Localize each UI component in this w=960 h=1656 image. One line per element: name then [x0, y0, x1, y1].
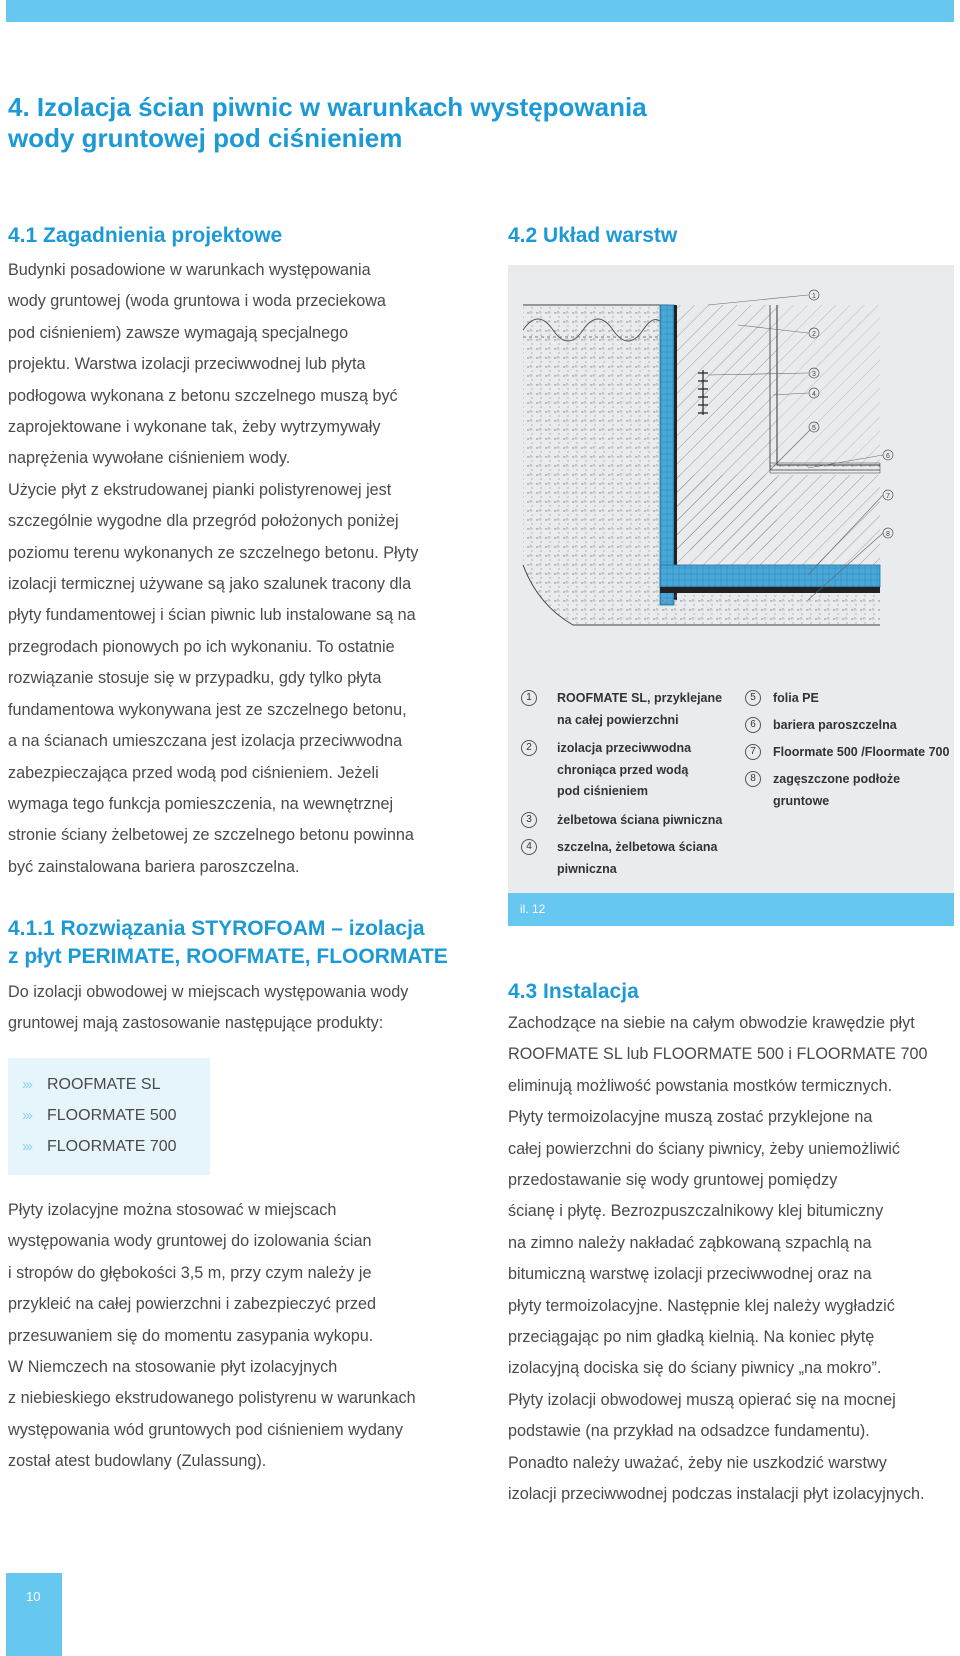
section-4-1-1-text: [8, 1195, 468, 1478]
floor-slab: [677, 475, 880, 565]
text-line: Płyty izolacji obwodowej muszą opierać się na mocnej: [508, 1390, 896, 1409]
text-line: zaprojektowane i wykonane tak, żeby wytrzymywały: [8, 418, 381, 437]
chevron-icon: ›››: [22, 1138, 31, 1155]
product-item: [22, 1138, 177, 1156]
legend-number: 3: [521, 812, 537, 828]
text-line: płyty termoizolacyjne. Następnie klej należy wygładzić: [508, 1296, 895, 1315]
page-number: 10: [26, 1589, 41, 1604]
text-line: eliminują możliwość powstania mostków termicznych.: [508, 1076, 893, 1095]
section-4-1-1-heading: [8, 915, 468, 971]
text-line: gruntowej mają zastosowanie następujące produkty:: [8, 1014, 384, 1033]
legend-number: 8: [745, 771, 761, 787]
text-line: płyty fundamentowej i ścian piwnic lub instalowane są na: [8, 606, 416, 625]
text-line: podłogowa wykonana z betonu szczelnego muszą być: [8, 386, 398, 405]
figure-caption-bar: [508, 893, 954, 926]
text-line: W Niemczech na stosowanie płyt izolacyjnych: [8, 1358, 338, 1377]
text-line: Budynki posadowione w warunkach występowania: [8, 261, 371, 279]
legend-number: 5: [745, 690, 761, 706]
text-line: izolacji termicznej używane są jako szalunek tracony dla: [8, 575, 412, 594]
text-line: projektu. Warstwa izolacji przeciwwodnej lub płyta: [8, 355, 366, 374]
text-line: przeciągając po nim gładką kielnią. Na koniec płytę: [508, 1328, 875, 1347]
text-line: ROOFMATE SL lub FLOORMATE 500 i FLOORMATE 700: [508, 1045, 928, 1064]
screed-layer: [770, 463, 880, 473]
compacted-ground: [660, 593, 880, 605]
product-item: [22, 1076, 161, 1094]
text-line: Płyty termoizolacyjne muszą zostać przyklejone na: [508, 1108, 873, 1127]
chapter-title-line2: wody gruntowej pod ciśnieniem: [8, 123, 403, 153]
chapter-title: [8, 92, 708, 154]
text-line: z niebieskiego ekstrudowanego polistyrenu w warunkach: [8, 1389, 416, 1408]
text-line: a na ścianach umieszczana jest izolacja przeciwwodna: [8, 732, 403, 751]
waterproofing-layer: [674, 305, 677, 600]
text-line: wody gruntowej (woda gruntowa i woda przeciekowa: [8, 292, 386, 311]
text-line: przesuwaniem się do momentu zasypania wykopu.: [8, 1326, 374, 1345]
figure-label: il. 12: [520, 902, 546, 916]
svg-text:4: 4: [812, 391, 816, 398]
text-line: Płyty izolacyjne można stosować w miejscach: [8, 1201, 337, 1219]
text-line: Ponadto należy uważać, żeby nie uszkodzić warstwy: [508, 1453, 887, 1472]
text-line: przykleić na całej powierzchni i zabezpieczyć przed: [8, 1295, 376, 1314]
text-line: podstawie (na przykład na odsadzce fundamentu).: [508, 1422, 870, 1441]
text-line: bitumiczną warstwę izolacji przeciwwodnej oraz na: [508, 1265, 872, 1284]
text-line: szczególnie wygodne dla przegród położonych poniżej: [8, 512, 399, 531]
section-4-1-1-heading-line2: z płyt PERIMATE, ROOFMATE, FLOORMATE: [8, 945, 448, 968]
section-4-1-1-intro: [8, 977, 468, 1040]
section-4-3-heading: 4.3 Instalacja: [508, 980, 639, 1003]
xps-floor-insulation: [660, 565, 880, 587]
legend-number: 1: [521, 690, 537, 706]
chevron-icon: ›››: [22, 1076, 31, 1093]
section-4-1-text: [8, 255, 468, 883]
text-line: występowania wody gruntowej do izolowania ścian: [8, 1232, 372, 1251]
chapter-title-line1: 4. Izolacja ścian piwnic w warunkach występowania: [8, 92, 647, 122]
svg-text:3: 3: [812, 371, 816, 378]
pe-foil-layer: [660, 587, 880, 593]
text-line: fundamentowa wykonywana jest ze szczelnego betonu,: [8, 700, 407, 719]
text-line: przegrodach pionowych po ich wykonaniu. To ostatnie: [8, 637, 395, 656]
chevron-icon: ›››: [22, 1107, 31, 1124]
text-line: został atest budowlany (Zulassung).: [8, 1452, 267, 1471]
text-line: zabezpieczająca przed wodą pod ciśnieniem. Jeżeli: [8, 763, 379, 782]
svg-text:5: 5: [812, 425, 816, 432]
svg-text:2: 2: [812, 331, 816, 338]
text-line: przedostawanie się wody gruntowej pomiędzy: [508, 1171, 838, 1190]
section-4-2-heading: 4.2 Układ warstw: [508, 224, 678, 247]
text-line: być zainstalowana bariera paroszczelna.: [8, 857, 300, 876]
text-line: całej powierzchni do ściany piwnicy, żeby uniemożliwić: [508, 1139, 900, 1158]
text-line: występowania wód gruntowych pod ciśnieniem wydany: [8, 1420, 404, 1439]
legend-number: 2: [521, 740, 537, 756]
inner-space: [777, 305, 880, 465]
product-item: [22, 1107, 177, 1125]
section-4-1-1-heading-line1: 4.1.1 Rozwiązania STYROFOAM – izolacja: [8, 917, 425, 940]
text-line: Zachodzące na siebie na całym obwodzie krawędzie płyt: [508, 1014, 915, 1032]
xps-wall-insulation: [660, 305, 674, 605]
text-line: Do izolacji obwodowej w miejscach występowania wody: [8, 983, 409, 1001]
product-label: ROOFMATE SL: [47, 1076, 161, 1093]
legend-number: 4: [521, 839, 537, 855]
leader-line-1: [708, 295, 808, 305]
top-color-bar: [6, 0, 954, 22]
text-line: poziomu terenu wykonanych ze szczelnego betonu. Płyty: [8, 543, 419, 562]
text-line: izolacyjną dociska się do ściany piwnicy „na mokro”.: [508, 1359, 882, 1378]
text-line: Użycie płyt z ekstrudowanej pianki polistyrenowej jest: [8, 480, 392, 499]
page-number-tab: [6, 1573, 62, 1656]
marker-7: [883, 490, 893, 500]
marker-8: [883, 528, 893, 538]
legend-number: 7: [745, 744, 761, 760]
svg-text:8: 8: [886, 531, 890, 538]
text-line: i stropów do głębokości 3,5 m, przy czym należy je: [8, 1263, 372, 1282]
text-line: izolacji przeciwwodnej podczas instalacji płyt izolacyjnych.: [508, 1485, 925, 1504]
text-line: stronie ściany żelbetowej ze szczelnego betonu powinna: [8, 826, 414, 845]
product-label: FLOORMATE 500: [47, 1107, 177, 1124]
text-line: ścianę i płytę. Bezrozpuszczalnikowy klej bitumiczny: [508, 1202, 884, 1221]
legend-number: 6: [745, 717, 761, 733]
product-list: [8, 1058, 210, 1175]
section-4-1-heading: 4.1 Zagadnienia projektowe: [8, 224, 283, 247]
marker-1: [809, 290, 819, 300]
layer-diagram-panel: 1 2 3 4 5 6 7 8 1 ROOFMATE SL, przyklejane na całej powierzchni 2 izolacja przeciwwodna chroniąca przed wodą pod ciśnieniem 3 żelbetowa ściana piwniczna 4 szczelna, żelbetowa ściana piwniczna 5 folia PE 6 bariera paroszczelna 7 Floormate 500 /Floormate 700 8 zagęszczone podłoże gruntowe: [508, 265, 954, 895]
marker-6: [883, 450, 893, 460]
text-line: naprężenia wywołane ciśnieniem wody.: [8, 449, 291, 468]
text-line: pod ciśnieniem) zawsze wymagają specjalnego: [8, 323, 349, 342]
svg-text:1: 1: [812, 293, 816, 300]
text-line: wymaga tego funkcja pomieszczenia, na wewnętrznej: [8, 794, 394, 813]
text-line: rozwiązanie stosuje się w przypadku, gdy tylko płyta: [8, 669, 382, 688]
svg-text:6: 6: [886, 453, 890, 460]
svg-text:7: 7: [886, 493, 890, 500]
text-line: na zimno należy nakładać ząbkowaną szpachlą na: [508, 1233, 872, 1252]
product-label: FLOORMATE 700: [47, 1138, 177, 1155]
section-4-3-text: [508, 1008, 960, 1511]
